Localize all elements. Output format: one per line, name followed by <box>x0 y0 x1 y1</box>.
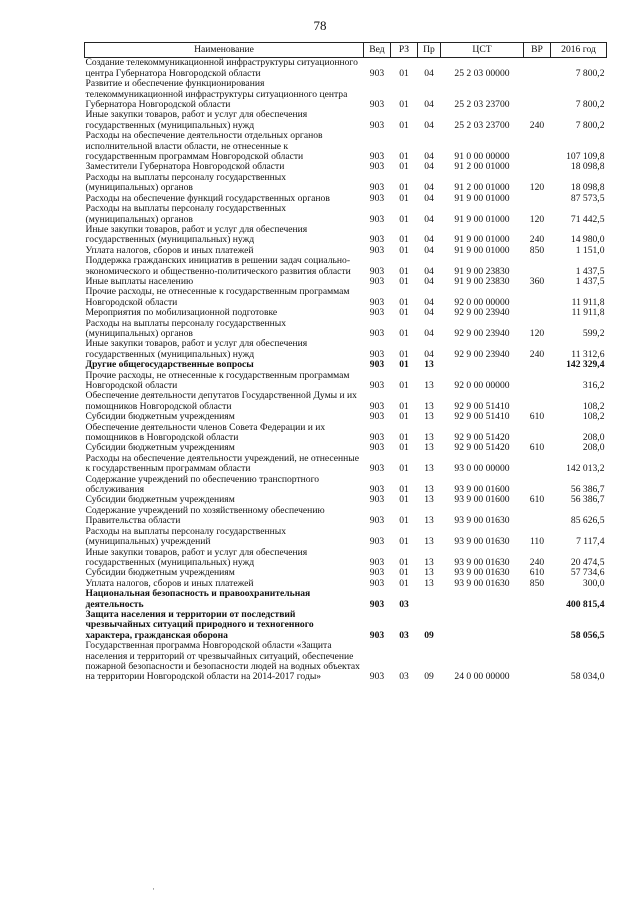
cell-ved: 903 <box>369 598 385 610</box>
cell-vr: 850 <box>529 244 545 256</box>
cell-name: Создание телекоммуникационной инфраструктуры ситуационного центра Губернатора Новгородской области <box>85 57 358 79</box>
cell-pr <box>418 589 441 610</box>
cell-rz: 01 <box>399 327 409 339</box>
table-row <box>85 527 607 548</box>
cell-pr: 04 <box>424 213 434 225</box>
cell-name: Другие общегосударственные вопросы <box>85 359 254 371</box>
cell-sum: 108,2 <box>582 400 605 412</box>
table-row <box>85 641 607 683</box>
cell-name: Расходы на выплаты персоналу государственных (муниципальных) органов <box>85 203 287 225</box>
cell-vr: 610 <box>529 442 545 454</box>
cell-cst: 91 2 00 01000 <box>454 182 510 194</box>
cell-pr: 13 <box>424 556 434 568</box>
cell-vr: 360 <box>529 275 545 287</box>
cell-sum: 1 437,5 <box>575 265 605 277</box>
header-pr: Пр <box>418 43 441 58</box>
cell-vr <box>524 423 551 444</box>
cell-pr: 13 <box>424 400 434 412</box>
cell-name: Заместители Губернатора Новгородской области <box>85 161 285 173</box>
cell-ved: 903 <box>369 275 385 287</box>
table-row <box>85 506 607 527</box>
cell-cst: 91 9 00 23830 <box>454 275 510 287</box>
cell-rz: 01 <box>399 484 409 496</box>
cell-rz: 01 <box>399 494 409 506</box>
cell-rz: 03 <box>399 671 409 683</box>
cell-pr: 13 <box>424 463 434 475</box>
cell-vr <box>524 475 551 496</box>
cell-rz: 01 <box>399 161 409 173</box>
cell-sum: 7 800,2 <box>575 99 605 111</box>
cell-rz: 01 <box>399 556 409 568</box>
cell-name: Защита населения и территории от последствий чрезвычайных ситуаций природного и техногенного характера, гражданская оборона <box>85 608 314 641</box>
cell-sum: 208,0 <box>582 432 605 444</box>
cell-name: Прочие расходы, не отнесенные к государственным программам Новгородской области <box>85 286 350 308</box>
cell-cst: 92 9 00 51410 <box>454 400 510 412</box>
cell-cst: 92 9 00 23940 <box>454 307 510 319</box>
cell-ved: 903 <box>369 213 385 225</box>
cell-sum: 87 573,5 <box>570 192 605 204</box>
cell-vr: 850 <box>529 577 545 589</box>
table-row <box>85 339 607 360</box>
cell-sum: 1 151,0 <box>575 244 605 256</box>
cell-vr: 240 <box>529 556 545 568</box>
cell-rz: 01 <box>399 515 409 527</box>
cell-sum: 11 911,8 <box>571 307 605 319</box>
cell-cst: 93 9 00 01630 <box>454 567 510 579</box>
cell-cst <box>441 589 524 610</box>
table-row <box>85 256 607 277</box>
cell-name: Содержание учреждений по хозяйственному обеспечению Правительства области <box>85 504 325 527</box>
cell-ved: 903 <box>369 119 385 131</box>
cell-cst: 92 9 00 51420 <box>454 442 510 454</box>
table-row <box>85 423 607 444</box>
cell-rz: 01 <box>399 151 409 163</box>
cell-pr: 13 <box>424 567 434 579</box>
cell-pr: 13 <box>424 432 434 444</box>
table-row <box>85 58 607 79</box>
cell-name: Субсидии бюджетным учреждениям <box>85 567 235 579</box>
cell-rz: 01 <box>399 99 409 111</box>
cell-cst: 93 9 00 01600 <box>454 484 510 496</box>
cell-name: Иные закупки товаров, работ и услуг для обеспечения государственных (муниципальных) нужд <box>85 223 308 246</box>
cell-ved: 903 <box>369 359 385 371</box>
cell-vr: 110 <box>529 536 545 548</box>
cell-pr: 04 <box>424 234 434 246</box>
cell-cst: 92 9 00 23940 <box>454 348 510 360</box>
budget-table <box>84 42 607 683</box>
cell-ved: 903 <box>369 411 385 423</box>
cell-ved: 903 <box>369 67 385 79</box>
table-row <box>85 204 607 225</box>
header-cst: ЦСТ <box>441 43 524 58</box>
table-row <box>85 371 607 392</box>
cell-rz: 01 <box>399 192 409 204</box>
cell-name: Обеспечение деятельности депутатов Государственной Думы и их помощников Новгородской области <box>85 390 357 412</box>
cell-vr <box>524 256 551 277</box>
cell-vr: 120 <box>529 327 545 339</box>
cell-rz: 01 <box>399 67 409 79</box>
cell-pr: 04 <box>424 244 434 256</box>
cell-ved: 903 <box>369 307 385 319</box>
cell-sum: 142 013,2 <box>566 463 605 475</box>
cell-vr <box>524 162 551 172</box>
cell-ved: 903 <box>369 296 385 308</box>
cell-sum: 300,0 <box>582 577 605 589</box>
cell-ved: 903 <box>369 192 385 204</box>
cell-rz: 01 <box>399 442 409 454</box>
cell-cst: 91 9 00 01000 <box>454 192 510 204</box>
cell-name: Иные выплаты населению <box>85 275 194 287</box>
cell-pr: 04 <box>424 99 434 111</box>
cell-ved: 903 <box>369 327 385 339</box>
cell-name: Мероприятия по мобилизационной подготовке <box>85 307 278 319</box>
cell-sum: 599,2 <box>582 327 605 339</box>
cell-pr: 04 <box>424 307 434 319</box>
cell-ved: 903 <box>369 265 385 277</box>
cell-ved: 903 <box>369 463 385 475</box>
cell-sum: 20 474,5 <box>570 556 605 568</box>
cell-cst: 93 9 00 01630 <box>454 515 510 527</box>
cell-cst: 25 2 03 23700 <box>454 99 510 111</box>
cell-name: Содержание учреждений по обеспечению транспортного обслуживания <box>85 473 320 496</box>
table-body <box>85 58 607 683</box>
cell-pr: 09 <box>424 629 434 641</box>
cell-sum: 18 098,8 <box>570 182 605 194</box>
scan-mark: · <box>152 884 155 894</box>
cell-pr: 04 <box>424 192 434 204</box>
cell-sum: 18 098,8 <box>570 161 605 173</box>
cell-rz: 01 <box>399 296 409 308</box>
cell-vr <box>524 371 551 392</box>
cell-name: Развитие и обеспечение функционирования телекоммуникационной инфраструктуры ситуационного центра Губернатора Новгородской области <box>85 78 348 111</box>
cell-name: Расходы на выплаты персоналу государственных (муниципальных) учреждений <box>85 525 287 548</box>
cell-vr <box>524 391 551 412</box>
cell-pr: 13 <box>424 484 434 496</box>
cell-pr: 13 <box>424 442 434 454</box>
cell-cst: 91 9 00 01000 <box>454 234 510 246</box>
cell-name: Поддержка гражданских инициатив в решении задач социально-экономического и общественно-политического развития области <box>85 255 351 277</box>
header-sum: 2016 год <box>551 43 607 58</box>
cell-vr <box>524 360 551 370</box>
cell-vr <box>524 308 551 318</box>
table-row <box>85 308 607 318</box>
cell-vr <box>524 506 551 527</box>
cell-ved: 903 <box>369 442 385 454</box>
cell-ved: 903 <box>369 234 385 246</box>
cell-sum: 85 626,5 <box>570 515 605 527</box>
cell-name: Расходы на выплаты персоналу государственных (муниципальных) органов <box>85 317 287 339</box>
cell-cst: 92 0 00 00000 <box>454 296 510 308</box>
table-row <box>85 131 607 162</box>
cell-sum: 1 437,5 <box>575 275 605 287</box>
cell-sum: 7 800,2 <box>575 119 605 131</box>
cell-ved: 903 <box>369 182 385 194</box>
header-name: Наименование <box>85 43 364 58</box>
cell-cst: 92 9 00 51410 <box>454 411 510 423</box>
cell-pr: 04 <box>424 275 434 287</box>
cell-vr: 120 <box>529 213 545 225</box>
table-row <box>85 548 607 569</box>
cell-vr: 610 <box>529 494 545 506</box>
cell-pr: 04 <box>424 151 434 163</box>
cell-pr: 04 <box>424 119 434 131</box>
cell-name: Субсидии бюджетным учреждениям <box>85 494 235 506</box>
cell-cst <box>441 610 524 641</box>
cell-pr: 13 <box>424 536 434 548</box>
cell-cst: 93 9 00 01630 <box>454 536 510 548</box>
cell-pr: 04 <box>424 182 434 194</box>
cell-pr: 04 <box>424 348 434 360</box>
cell-sum: 58 034,0 <box>570 671 605 683</box>
cell-ved: 903 <box>369 244 385 256</box>
cell-name: Национальная безопасность и правоохранительная деятельность <box>85 588 311 610</box>
cell-name: Расходы на обеспечение деятельности учреждений, не отнесенные к государственным программам области <box>85 452 360 475</box>
cell-vr <box>524 454 551 475</box>
cell-ved: 903 <box>369 484 385 496</box>
cell-name: Уплата налогов, сборов и иных платежей <box>85 244 254 256</box>
cell-sum: 316,2 <box>582 380 605 391</box>
cell-sum: 400 815,4 <box>566 598 605 610</box>
cell-ved: 903 <box>369 151 385 163</box>
cell-rz: 01 <box>399 359 409 371</box>
table-row <box>85 173 607 194</box>
header-vr: ВР <box>524 43 551 58</box>
cell-ved: 903 <box>369 629 385 641</box>
cell-pr: 13 <box>424 380 434 391</box>
cell-vr <box>524 58 551 79</box>
cell-cst: 24 0 00 00000 <box>454 671 510 683</box>
cell-sum: 107 109,8 <box>566 151 605 163</box>
table-header-row <box>85 43 607 58</box>
cell-cst: 92 9 00 51420 <box>454 432 510 444</box>
cell-ved: 903 <box>369 577 385 589</box>
cell-pr: 09 <box>424 671 434 683</box>
cell-sum: 11 911,8 <box>571 296 605 308</box>
cell-ved: 903 <box>369 515 385 527</box>
cell-rz: 01 <box>399 182 409 194</box>
cell-rz: 01 <box>399 411 409 423</box>
cell-sum: 58 056,5 <box>570 629 605 641</box>
cell-rz: 01 <box>399 380 409 391</box>
cell-vr: 610 <box>529 567 545 579</box>
cell-name: Расходы на выплаты персоналу государственных (муниципальных) органов <box>85 171 287 194</box>
cell-name: Прочие расходы, не отнесенные к государственным программам Новгородской области <box>85 369 350 391</box>
cell-sum: 56 386,7 <box>570 484 605 496</box>
cell-ved: 903 <box>369 671 385 683</box>
cell-rz: 03 <box>399 598 409 610</box>
cell-rz: 01 <box>399 234 409 246</box>
cell-ved: 903 <box>369 348 385 360</box>
cell-sum: 56 386,7 <box>570 494 605 506</box>
cell-sum: 57 734,6 <box>570 567 605 579</box>
cell-pr: 13 <box>424 494 434 506</box>
cell-sum: 142 329,4 <box>566 359 605 371</box>
cell-vr <box>524 194 551 204</box>
cell-cst: 92 9 00 23940 <box>454 327 510 339</box>
table-row <box>85 287 607 308</box>
cell-vr: 120 <box>529 182 545 194</box>
cell-vr: 610 <box>529 411 545 423</box>
cell-cst: 93 0 00 00000 <box>454 463 510 475</box>
cell-pr: 13 <box>424 515 434 527</box>
cell-rz: 01 <box>399 348 409 360</box>
cell-pr: 04 <box>424 296 434 308</box>
cell-rz: 03 <box>399 629 409 641</box>
cell-ved: 903 <box>369 380 385 391</box>
cell-sum: 14 980,0 <box>570 234 605 246</box>
cell-rz: 01 <box>399 265 409 277</box>
cell-cst: 93 9 00 01600 <box>454 494 510 506</box>
cell-cst: 91 9 00 01000 <box>454 244 510 256</box>
cell-cst: 25 2 03 00000 <box>454 67 510 79</box>
cell-sum: 7 800,2 <box>575 67 605 79</box>
cell-cst: 91 0 00 00000 <box>454 151 510 163</box>
cell-rz: 01 <box>399 400 409 412</box>
cell-rz: 01 <box>399 463 409 475</box>
cell-sum: 108,2 <box>582 411 605 423</box>
cell-cst: 25 2 03 23700 <box>454 119 510 131</box>
cell-pr: 13 <box>424 577 434 589</box>
cell-cst: 91 9 00 23830 <box>454 265 510 277</box>
cell-cst: 91 9 00 01000 <box>454 213 510 225</box>
cell-ved: 903 <box>369 556 385 568</box>
table-row <box>85 454 607 475</box>
cell-cst <box>441 360 524 370</box>
table-row <box>85 225 607 246</box>
table-row <box>85 589 607 610</box>
cell-name: Государственная программа Новгородской области «Защита населения и территорий от чрезвычайных ситуаций, обеспечение пожарной безопасности и безопасности людей на водных объектах на территории Новгородской области на 2014-2017 годы» <box>85 640 360 683</box>
cell-vr: 240 <box>529 119 545 131</box>
cell-ved: 903 <box>369 536 385 548</box>
table-row <box>85 319 607 340</box>
cell-rz: 01 <box>399 244 409 256</box>
cell-pr: 04 <box>424 67 434 79</box>
cell-name: Субсидии бюджетным учреждениям <box>85 411 235 423</box>
cell-vr <box>524 641 551 683</box>
cell-sum: 7 117,4 <box>576 536 605 548</box>
cell-rz: 01 <box>399 432 409 444</box>
header-ved: Вед <box>364 43 391 58</box>
cell-rz: 01 <box>399 567 409 579</box>
cell-name: Уплата налогов, сборов и иных платежей <box>85 577 254 589</box>
header-rz: РЗ <box>391 43 418 58</box>
cell-sum: 208,0 <box>582 442 605 454</box>
cell-cst: 93 9 00 01630 <box>454 577 510 589</box>
cell-vr <box>524 589 551 610</box>
cell-vr: 240 <box>529 348 545 360</box>
cell-ved: 903 <box>369 567 385 579</box>
cell-pr: 13 <box>424 359 434 371</box>
cell-name: Иные закупки товаров, работ и услуг для обеспечения государственных (муниципальных) нужд <box>85 546 308 568</box>
cell-name: Иные закупки товаров, работ и услуг для обеспечения государственных (муниципальных) нужд <box>85 338 308 360</box>
cell-rz: 01 <box>399 577 409 589</box>
cell-sum: 71 442,5 <box>570 213 605 225</box>
cell-vr <box>524 79 551 110</box>
cell-name: Расходы на обеспечение функций государственных органов <box>85 192 330 204</box>
cell-name: Иные закупки товаров, работ и услуг для обеспечения государственных (муниципальных) нужд <box>85 109 308 131</box>
table-row <box>85 391 607 412</box>
cell-sum: 11 312,6 <box>571 348 605 360</box>
table-row <box>85 110 607 131</box>
cell-ved: 903 <box>369 99 385 111</box>
cell-cst: 92 0 00 00000 <box>454 380 510 391</box>
cell-name: Обеспечение деятельности членов Совета Федерации и их помощников в Новгородской области <box>85 421 326 444</box>
cell-ved: 903 <box>369 400 385 412</box>
cell-pr: 04 <box>424 327 434 339</box>
page-number: 78 <box>313 18 327 33</box>
cell-ved: 903 <box>369 432 385 444</box>
cell-rz: 01 <box>399 275 409 287</box>
cell-pr: 04 <box>424 265 434 277</box>
cell-name: Субсидии бюджетным учреждениям <box>85 442 235 454</box>
table-row <box>85 475 607 496</box>
table-row <box>85 79 607 110</box>
cell-vr <box>524 131 551 162</box>
table-row <box>85 610 607 641</box>
cell-rz: 01 <box>399 213 409 225</box>
cell-rz: 01 <box>399 536 409 548</box>
cell-vr: 240 <box>529 234 545 246</box>
cell-ved: 903 <box>369 494 385 506</box>
cell-pr: 13 <box>424 411 434 423</box>
cell-pr: 04 <box>424 161 434 173</box>
cell-name: Расходы на обеспечение деятельности отдельных органов исполнительной власти области, не отнесенные к государственным программам Новгородской области <box>85 130 323 163</box>
cell-vr <box>524 287 551 308</box>
cell-rz: 01 <box>399 119 409 131</box>
cell-ved: 903 <box>369 161 385 173</box>
cell-cst: 93 9 00 01630 <box>454 556 510 568</box>
cell-rz: 01 <box>399 307 409 319</box>
cell-vr <box>524 610 551 641</box>
cell-cst: 91 2 00 01000 <box>454 161 510 173</box>
